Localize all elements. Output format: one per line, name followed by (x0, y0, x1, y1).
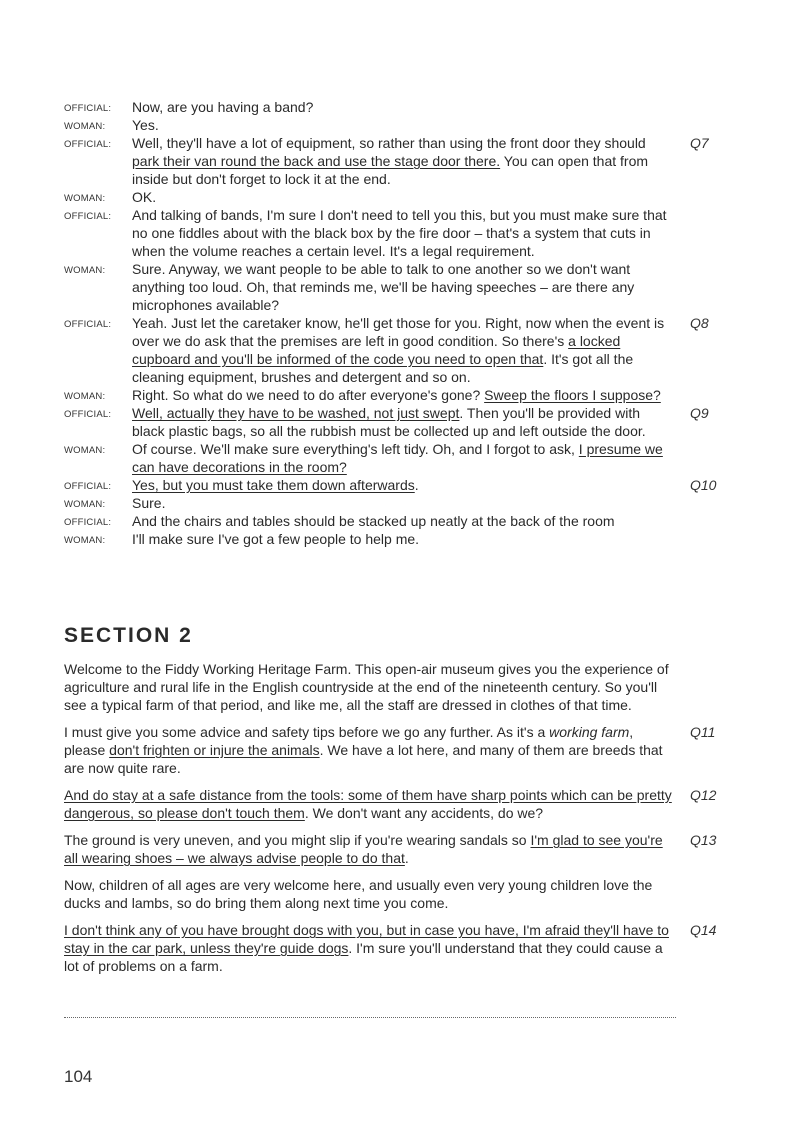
speech-text (132, 386, 676, 404)
speech-text (132, 188, 676, 206)
dialogue-turn (64, 512, 764, 530)
text-run: And talking of bands, I'm sure I don't need to tell you this, but you must make sure that no one fiddles about with the black box by the fire door – that's a system that cuts in when the volume reaches a certain level. It's a legal requirement. (132, 207, 667, 259)
dialogue-turn (64, 494, 764, 512)
underlined-answer-text: park their van round the back and use the stage door there. (132, 153, 501, 169)
paragraph-text (64, 660, 676, 714)
speaker-label: OFFICIAL: (64, 481, 112, 492)
speaker-label: OFFICIAL: (64, 103, 112, 114)
speaker-label: WOMAN: (64, 265, 106, 276)
speech-text (132, 404, 676, 440)
speaker-label: WOMAN: (64, 391, 106, 402)
speech-text (132, 512, 676, 530)
speaker-label: OFFICIAL: (64, 139, 112, 150)
question-marker: Q8 (690, 315, 709, 331)
text-run: Now, children of all ages are very welcome here, and usually even very young children love the ducks and lambs, so do bring them along next time you come. (64, 877, 653, 911)
dotted-divider (64, 1017, 676, 1018)
paragraph-text (64, 786, 676, 822)
dialogue-turn (64, 530, 764, 548)
speech-text (132, 530, 676, 548)
paragraph (64, 831, 744, 867)
paragraph-text (64, 921, 676, 975)
text-run: . (404, 850, 409, 866)
underlined-answer-text: And do stay at a safe distance from the tools: some of them have sharp points which can be pretty dangerous, so please don't touch them (64, 787, 672, 821)
text-run: Sure. Anyway, we want people to be able to talk to one another so we don't want anything too loud. Oh, that reminds me, we'll be having speeches – are there any microphones available? (132, 261, 635, 313)
paragraph (64, 660, 744, 714)
page-number: 104 (64, 1067, 93, 1086)
text-run: The ground is very uneven, and you might slip if you're wearing sandals so (64, 832, 531, 848)
text-run: . (414, 477, 419, 493)
paragraph (64, 876, 744, 912)
text-run: Of course. We'll make sure everything's left tidy. Oh, and I forgot to ask, (132, 441, 579, 457)
text-run: Welcome to the Fiddy Working Heritage Farm. This open-air museum gives you the experience of agriculture and rural life in the English countryside at the end of the nineteenth century. So you'll see a typical farm of that period, and like me, all the staff are dressed in clothes of that time. (64, 661, 669, 713)
section-title: SECTION 2 (64, 624, 193, 647)
dialogue-turn (64, 206, 764, 260)
dialogue-turn (64, 440, 764, 476)
text-run: Right. So what do we need to do after everyone's gone? (132, 387, 485, 403)
text-run: . We don't want any accidents, do we? (304, 805, 544, 821)
paragraph (64, 786, 744, 822)
speaker-label: OFFICIAL: (64, 319, 112, 330)
question-marker: Q9 (690, 405, 709, 421)
paragraph-text (64, 876, 676, 912)
dialogue-turn (64, 404, 764, 440)
dialogue-turn (64, 260, 764, 314)
text-run: Well, they'll have a lot of equipment, so rather than using the front door they should (132, 135, 646, 151)
underlined-answer-text: Yes, but you must take them down afterwards (132, 477, 415, 493)
question-marker: Q14 (690, 922, 717, 938)
speech-text (132, 440, 676, 476)
speaker-label: OFFICIAL: (64, 517, 112, 528)
speech-text (132, 98, 676, 116)
text-run: And the chairs and tables should be stacked up neatly at the back of the room (132, 513, 615, 529)
text-run: Yeah. Just let the caretaker know, he'll get those for you. Right, now when the event is over we do ask that the premises are left in good condition. So there's (132, 315, 665, 349)
italic-text: working farm (549, 724, 630, 740)
speaker-label: WOMAN: (64, 535, 106, 546)
speech-text (132, 476, 676, 494)
question-marker: Q13 (690, 832, 717, 848)
speaker-label: WOMAN: (64, 445, 106, 456)
text-run: Sure. (132, 495, 166, 511)
speech-text (132, 134, 676, 188)
text-run: Yes. (132, 117, 159, 133)
speech-text (132, 206, 676, 260)
speaker-label: WOMAN: (64, 121, 106, 132)
speaker-label: WOMAN: (64, 193, 106, 204)
speech-text (132, 494, 676, 512)
question-marker: Q11 (690, 724, 716, 740)
text-run: . I'm sure you'll understand that they could cause a lot of problems on a farm. (64, 940, 663, 974)
speaker-label: OFFICIAL: (64, 409, 112, 420)
speech-text (132, 116, 676, 134)
question-marker: Q7 (690, 135, 709, 151)
underlined-answer-text: a locked cupboard and you'll be informed of the code you need to open that (132, 333, 621, 367)
text-run: I'll make sure I've got a few people to help me. (132, 531, 420, 547)
text-run: , please (64, 724, 634, 758)
dialogue-turn (64, 476, 764, 494)
speaker-label: WOMAN: (64, 499, 106, 510)
text-run: . Then you'll be provided with black plastic bags, so all the rubbish must be collected up and left outside the door. (132, 405, 646, 439)
question-marker: Q10 (690, 477, 717, 493)
paragraph (64, 921, 744, 975)
dialogue-transcript (64, 98, 764, 548)
paragraph-text (64, 831, 676, 867)
speech-text (132, 260, 676, 314)
dialogue-turn (64, 386, 764, 404)
section-2-text (64, 660, 744, 984)
speech-text (132, 314, 676, 386)
underlined-answer-text: Sweep the floors I suppose? (484, 387, 661, 403)
question-marker: Q12 (690, 787, 717, 803)
underlined-answer-text: don't frighten or injure the animals (109, 742, 320, 758)
underlined-answer-text: I don't think any of you have brought dogs with you, but in case you have, I'm afraid they'll have to stay in the car park, unless they're guide dogs (64, 922, 669, 956)
text-run: I must give you some advice and safety tips before we go any further. As it's a (64, 724, 550, 740)
text-run: . We have a lot here, and many of them are breeds that are now quite rare. (64, 742, 663, 776)
dialogue-turn (64, 134, 764, 188)
paragraph (64, 723, 744, 777)
underlined-answer-text: Well, actually they have to be washed, not just swept (132, 405, 460, 421)
dialogue-turn (64, 314, 764, 386)
text-run: . It's got all the cleaning equipment, brushes and detergent and so on. (132, 351, 634, 385)
underlined-answer-text: I presume we can have decorations in the room? (132, 441, 663, 475)
speaker-label: OFFICIAL: (64, 211, 112, 222)
text-run: You can open that from inside but don't forget to lock it at the end. (132, 153, 649, 187)
text-run: OK. (132, 189, 157, 205)
dialogue-turn (64, 116, 764, 134)
text-run: Now, are you having a band? (132, 99, 314, 115)
underlined-answer-text: I'm glad to see you're all wearing shoes – we always advise people to do that (64, 832, 663, 866)
paragraph-text (64, 723, 676, 777)
dialogue-turn (64, 188, 764, 206)
dialogue-turn (64, 98, 764, 116)
